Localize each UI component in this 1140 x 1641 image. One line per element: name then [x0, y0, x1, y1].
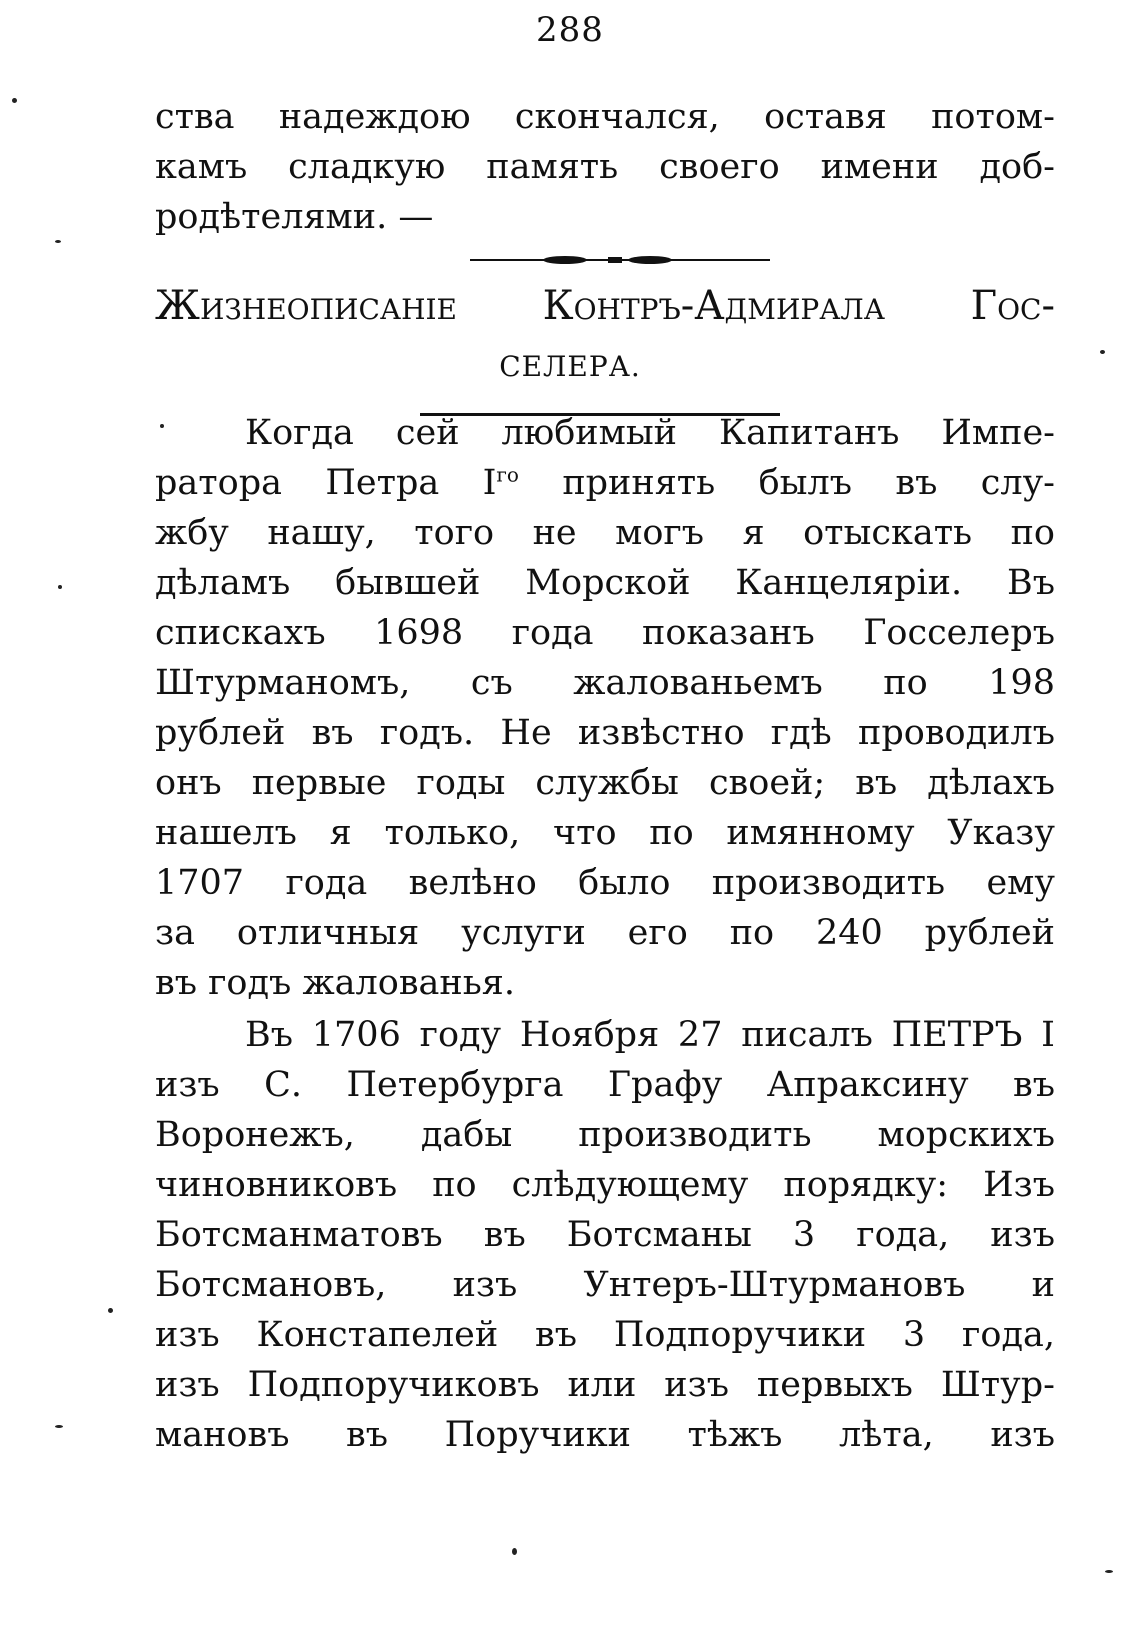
paragraph-line: Воронежъ, дабы производить морскихъ	[155, 1115, 1055, 1155]
paragraph-line: Ботсманматовъ въ Ботсманы 3 года, изъ	[155, 1215, 1055, 1255]
paragraph-line: нашелъ я только, что по имянному Указу	[155, 813, 1055, 853]
paragraph-line: онъ первые годы службы своей; въ дѣлахъ	[155, 763, 1055, 803]
paragraph-line: Ботсмановъ, изъ Унтеръ-Штурмановъ и	[155, 1265, 1055, 1305]
paragraph-line: Въ 1706 году Ноября 27 писалъ ПЕТРЪ I	[245, 1015, 1055, 1055]
paragraph-line: въ годъ жалованья.	[155, 963, 515, 1003]
scan-speck	[108, 1308, 113, 1313]
paragraph-line: за отличныя услуги его по 240 рублей	[155, 913, 1055, 953]
scan-speck	[1100, 350, 1105, 354]
paragraph-text: ратора Петра I	[155, 463, 497, 503]
paragraph-line: чиновниковъ по слѣдующему порядку: Изъ	[155, 1165, 1055, 1205]
paragraph-line: жбу нашу, того не могъ я отыскать по	[155, 513, 1055, 553]
paragraph-line	[155, 458, 1055, 508]
chapter-title-continuation: СЕЛЕРА.	[499, 350, 641, 383]
scan-speck	[55, 240, 61, 243]
scan-speck	[512, 1548, 517, 1555]
chapter-title: Жизнеописаніе Контръ-Адмирала Гос-	[155, 283, 1055, 329]
paragraph-line: мановъ въ Поручики тѣжъ лѣта, изъ	[155, 1415, 1055, 1455]
paragraph-line: спискахъ 1698 года показанъ Госселеръ	[155, 613, 1055, 653]
scan-speck	[160, 424, 164, 428]
continuation-line: ства надеждою скончался, оставя потом-	[155, 97, 1055, 137]
ornament-divider	[470, 254, 770, 266]
scan-speck	[55, 1425, 63, 1428]
scan-speck	[1105, 1570, 1113, 1573]
paragraph-line: 1707 года велѣно было производить ему	[155, 863, 1055, 903]
scan-speck	[12, 98, 17, 103]
paragraph-line: изъ С. Петербурга Графу Апраксину въ	[155, 1065, 1055, 1105]
paragraph-line: Штурманомъ, съ жалованьемъ по 198	[155, 663, 1055, 703]
continuation-line: родѣтелями. —	[155, 197, 434, 237]
paragraph-line: изъ Подпоручиковъ или изъ первыхъ Штур-	[155, 1365, 1055, 1405]
paragraph-text: принять былъ въ слу-	[518, 463, 1055, 503]
paragraph-line: Когда сей любимый Капитанъ Импе-	[245, 413, 1055, 453]
paragraph-line: дѣламъ бывшей Морской Канцеляріи. Въ	[155, 563, 1055, 603]
ordinal-superscript: го	[496, 462, 519, 487]
paragraph-line: изъ Констапелей въ Подпоручики 3 года,	[155, 1315, 1055, 1355]
page-number: 288	[536, 10, 604, 50]
scan-speck	[58, 585, 62, 589]
paragraph-line: рублей въ годъ. Не извѣстно гдѣ проводилъ	[155, 713, 1055, 753]
continuation-line: камъ сладкую память своего имени доб-	[155, 147, 1055, 187]
